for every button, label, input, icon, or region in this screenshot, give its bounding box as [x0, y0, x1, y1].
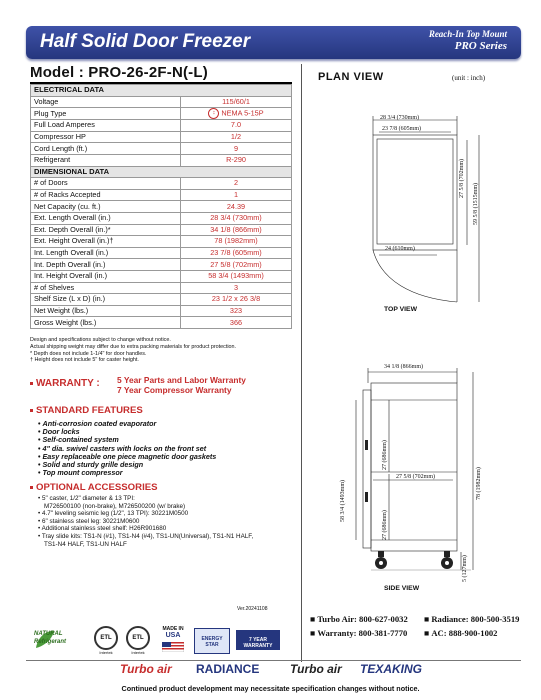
warranty-badge-text: 7 YEAR WARRANTY	[243, 637, 273, 649]
bullet-icon	[30, 486, 33, 489]
list-item: • 5" caster, 1/2" diameter & 13 TPI:	[38, 495, 298, 503]
top-view-label: TOP VIEW	[384, 306, 417, 313]
certification-logos	[32, 624, 294, 656]
dimensional-data-heading: DIMENSIONAL DATA	[31, 166, 292, 178]
list-item: • 4.7" leveling seismic leg (1/2", 13 TPI): 30221M0500	[38, 510, 298, 518]
contact-turbo-air: ■ Turbo Air: 800-627-0032	[310, 614, 408, 624]
table-row	[31, 259, 292, 271]
spec-value: 323	[181, 305, 292, 317]
list-item: • Easy replaceable one piece magnetic door gaskets	[38, 453, 298, 461]
spec-value: 28 3/4 (730mm)	[181, 212, 292, 224]
version-label: Ver.20241108	[237, 606, 268, 612]
spec-value: 1/2	[181, 131, 292, 143]
refrigerant-text: Refrigerant	[34, 639, 67, 645]
list-item: • Anti-corrosion coated evaporator	[38, 420, 298, 428]
table-row	[31, 270, 292, 282]
spec-value: 58 3/4 (1493mm)	[181, 270, 292, 282]
list-item: • Self-contained system	[38, 436, 298, 444]
plug-icon: ⦂	[208, 108, 219, 119]
energy-star-text: ENERGY STAR	[201, 636, 223, 648]
table-row	[31, 154, 292, 166]
intertek-text: Intertek	[131, 650, 145, 655]
unit-label: (unit : inch)	[452, 74, 486, 82]
usa-text: USA	[165, 632, 181, 639]
spec-value	[181, 108, 292, 120]
brand-radiance-logo: RADIANCE	[196, 662, 260, 676]
spec-label: Plug Type	[31, 108, 181, 120]
made-in-usa-logo	[160, 626, 186, 654]
flag-icon	[162, 642, 184, 652]
spec-table	[30, 84, 292, 329]
dim-top-width-outer: 28 3/4 (730mm)	[380, 115, 419, 121]
spec-label: Net Capacity (cu. ft.)	[31, 201, 181, 213]
bullet-icon	[30, 382, 33, 385]
natural-text: NATURAL	[34, 631, 63, 637]
spec-label: # of Shelves	[31, 282, 181, 294]
spec-value: 23 1/2 x 26 3/8	[181, 294, 292, 306]
dim-side-depth: 34 1/8 (866mm)	[384, 364, 423, 370]
dim-lower-height: 27 (686mm)	[382, 510, 388, 540]
spec-label: # of Doors	[31, 178, 181, 190]
table-row	[31, 178, 292, 190]
spec-notes	[30, 337, 292, 364]
dim-top-depth-inner: 27 5/8 (702mm)	[459, 159, 465, 198]
list-item: • 4" dia. swivel casters with locks on the front set	[38, 445, 298, 453]
spec-value: 3	[181, 282, 292, 294]
plug-type-value: NEMA 5-15P	[221, 108, 264, 118]
dim-top-width-inner: 23 7/8 (605mm)	[382, 126, 421, 132]
contact-radiance: ■ Radiance: 800-500-3519	[424, 614, 520, 624]
contact-ac-text: AC: 888-900-1002	[431, 628, 498, 638]
dim-upper-height: 27 (686mm)	[382, 440, 388, 470]
energy-star-logo	[194, 628, 230, 654]
contact-warranty-text: Warranty: 800-381-7770	[317, 628, 408, 638]
table-row	[31, 108, 292, 120]
brand-turbo-air-logo-2: Turbo air	[290, 662, 342, 676]
natural-refrigerant-logo	[32, 628, 72, 652]
spec-label: Int. Depth Overall (in.)	[31, 259, 181, 271]
top-view-outline	[373, 135, 457, 250]
spec-value: 1	[181, 189, 292, 201]
intertek-text: Intertek	[99, 650, 113, 655]
spec-value: 9	[181, 143, 292, 155]
caster-mount	[444, 551, 450, 557]
table-row	[31, 305, 292, 317]
table-row	[31, 189, 292, 201]
table-row	[31, 247, 292, 259]
list-item: • Top mount compressor	[38, 469, 298, 477]
contact-ac: ■ AC: 888-900-1002	[424, 628, 498, 638]
spec-value: R-290	[181, 154, 292, 166]
dim-total-height: 78 (1982mm)	[476, 467, 482, 500]
caster-mount	[378, 551, 384, 557]
footer-divider	[26, 660, 521, 661]
plan-view-title: PLAN VIEW	[318, 71, 384, 83]
spec-value: 115/60/1	[181, 96, 292, 108]
dim-inner-depth: 27 5/8 (702mm)	[396, 474, 435, 480]
warranty-compressor: 7 Year Compressor Warranty	[117, 385, 232, 395]
bullet-icon	[30, 409, 33, 412]
spec-label: Net Weight (lbs.)	[31, 305, 181, 317]
warranty-label-text: WARRANTY :	[36, 378, 100, 389]
table-row	[31, 131, 292, 143]
brand-texaking-logo: TEXAKING	[360, 662, 423, 676]
caster-hub	[379, 561, 383, 565]
brand-turbo-air-logo: Turbo air	[120, 662, 172, 676]
spec-value: 23 7/8 (605mm)	[181, 247, 292, 259]
table-row	[31, 143, 292, 155]
table-row	[31, 120, 292, 132]
table-row	[31, 224, 292, 236]
list-item: • Solid and sturdy grille design	[38, 461, 298, 469]
spec-value: 78 (1982mm)	[181, 236, 292, 248]
list-item: • Door locks	[38, 428, 298, 436]
warranty-label	[30, 378, 100, 389]
warranty-values	[117, 375, 246, 395]
header-subtitle-top: Reach-In Top Mount	[428, 29, 507, 39]
spec-label: Ext. Length Overall (in.)	[31, 212, 181, 224]
dim-int-height: 58 3/4 (1493mm)	[340, 480, 346, 522]
list-item: • Additional stainless steel shelf: H26R901680	[38, 525, 298, 533]
spec-label: Cord Length (ft.)	[31, 143, 181, 155]
list-item: • 6" stainless steel leg: 30221M0600	[38, 518, 298, 526]
optional-accessories-title: OPTIONAL ACCESSORIES	[36, 482, 158, 493]
dim-door-swing: 24 (610mm)	[385, 246, 415, 252]
electrical-data-heading: ELECTRICAL DATA	[31, 85, 292, 97]
spec-label: Shelf Size (L x D) (in.)	[31, 294, 181, 306]
door-profile	[363, 390, 371, 548]
spec-value: 2	[181, 178, 292, 190]
optional-accessories-heading	[30, 482, 158, 493]
side-view-label: SIDE VIEW	[384, 585, 420, 592]
table-row	[31, 201, 292, 213]
table-row	[31, 96, 292, 108]
note-line: Actual shipping weight may differ due to extra packing materials for product protection.	[30, 343, 237, 350]
spec-value: 7.0	[181, 120, 292, 132]
footer-note: Continued product development may necessitate specification changes without notice.	[121, 684, 420, 693]
list-item-continued: TS1-N4 HALF, TS1-UN HALF	[44, 540, 127, 548]
list-item: • Tray slide kits: TS1-N (#1), TS1-N4 (#4), TS1-UN(Universal), TS1-N1 HALF,	[38, 533, 298, 541]
page-title: Half Solid Door Freezer	[40, 31, 251, 52]
standard-features-heading	[30, 405, 143, 416]
table-row	[31, 317, 292, 329]
etl-icon: ETL	[126, 626, 150, 650]
spec-value: 27 5/8 (702mm)	[181, 259, 292, 271]
spec-label: Voltage	[31, 96, 181, 108]
door-swing-arc	[373, 250, 457, 302]
spec-value: 366	[181, 317, 292, 329]
spec-label: Int. Length Overall (in.)	[31, 247, 181, 259]
spec-label: Compressor HP	[31, 131, 181, 143]
handle-icon	[365, 440, 368, 450]
table-row	[31, 236, 292, 248]
header-banner	[26, 26, 521, 59]
spec-value: 34 1/8 (866mm)	[181, 224, 292, 236]
warranty-badge	[236, 630, 280, 650]
note-line: † Height does not include 5" for caster height.	[30, 357, 139, 364]
warranty-parts: 5 Year Parts and Labor Warranty	[117, 375, 246, 385]
standard-features-title: STANDARD FEATURES	[36, 405, 143, 416]
etl-logo-1	[94, 626, 118, 654]
handle-icon	[365, 492, 368, 502]
accessory-list	[38, 495, 298, 548]
table-row	[31, 212, 292, 224]
spec-label: Ext. Height Overall (in.)†	[31, 236, 181, 248]
table-row	[31, 294, 292, 306]
contact-block	[304, 612, 534, 642]
spec-label: Ext. Depth Overall (in.)*	[31, 224, 181, 236]
spec-label: Int. Height Overall (in.)	[31, 270, 181, 282]
spec-label: Refrigerant	[31, 154, 181, 166]
note-line: * Depth does not include 1-1/4" for door handles.	[30, 350, 147, 357]
plan-view-drawing	[301, 80, 541, 610]
dim-top-depth-outer: 59 5/8 (1515mm)	[473, 183, 479, 225]
spec-value: 24.39	[181, 201, 292, 213]
spec-label: # of Racks Accepted	[31, 189, 181, 201]
top-view-inner	[377, 139, 453, 244]
table-row	[31, 282, 292, 294]
header-subtitle-series: PRO Series	[454, 40, 507, 52]
caster-hub	[445, 561, 449, 565]
etl-icon: ETL	[94, 626, 118, 650]
spec-label: Gross Weight (lbs.)	[31, 317, 181, 329]
spec-label: Full Load Amperes	[31, 120, 181, 132]
made-in-text: MADE IN	[162, 626, 184, 632]
model-label: Model : PRO-26-2F-N(-L)	[30, 64, 208, 81]
contact-turbo-air-text: Turbo Air: 800-627-0032	[317, 614, 408, 624]
contact-radiance-text: Radiance: 800-500-3519	[431, 614, 520, 624]
list-item-continued: M726500100 (non-brake), M726500200 (w/ brake)	[44, 502, 186, 510]
note-line: Design and specifications subject to change without notice.	[30, 337, 171, 343]
contact-warranty: ■ Warranty: 800-381-7770	[310, 628, 408, 638]
etl-logo-2	[126, 626, 150, 654]
feature-list	[38, 420, 298, 477]
dim-caster: 5 (127mm)	[462, 555, 468, 582]
